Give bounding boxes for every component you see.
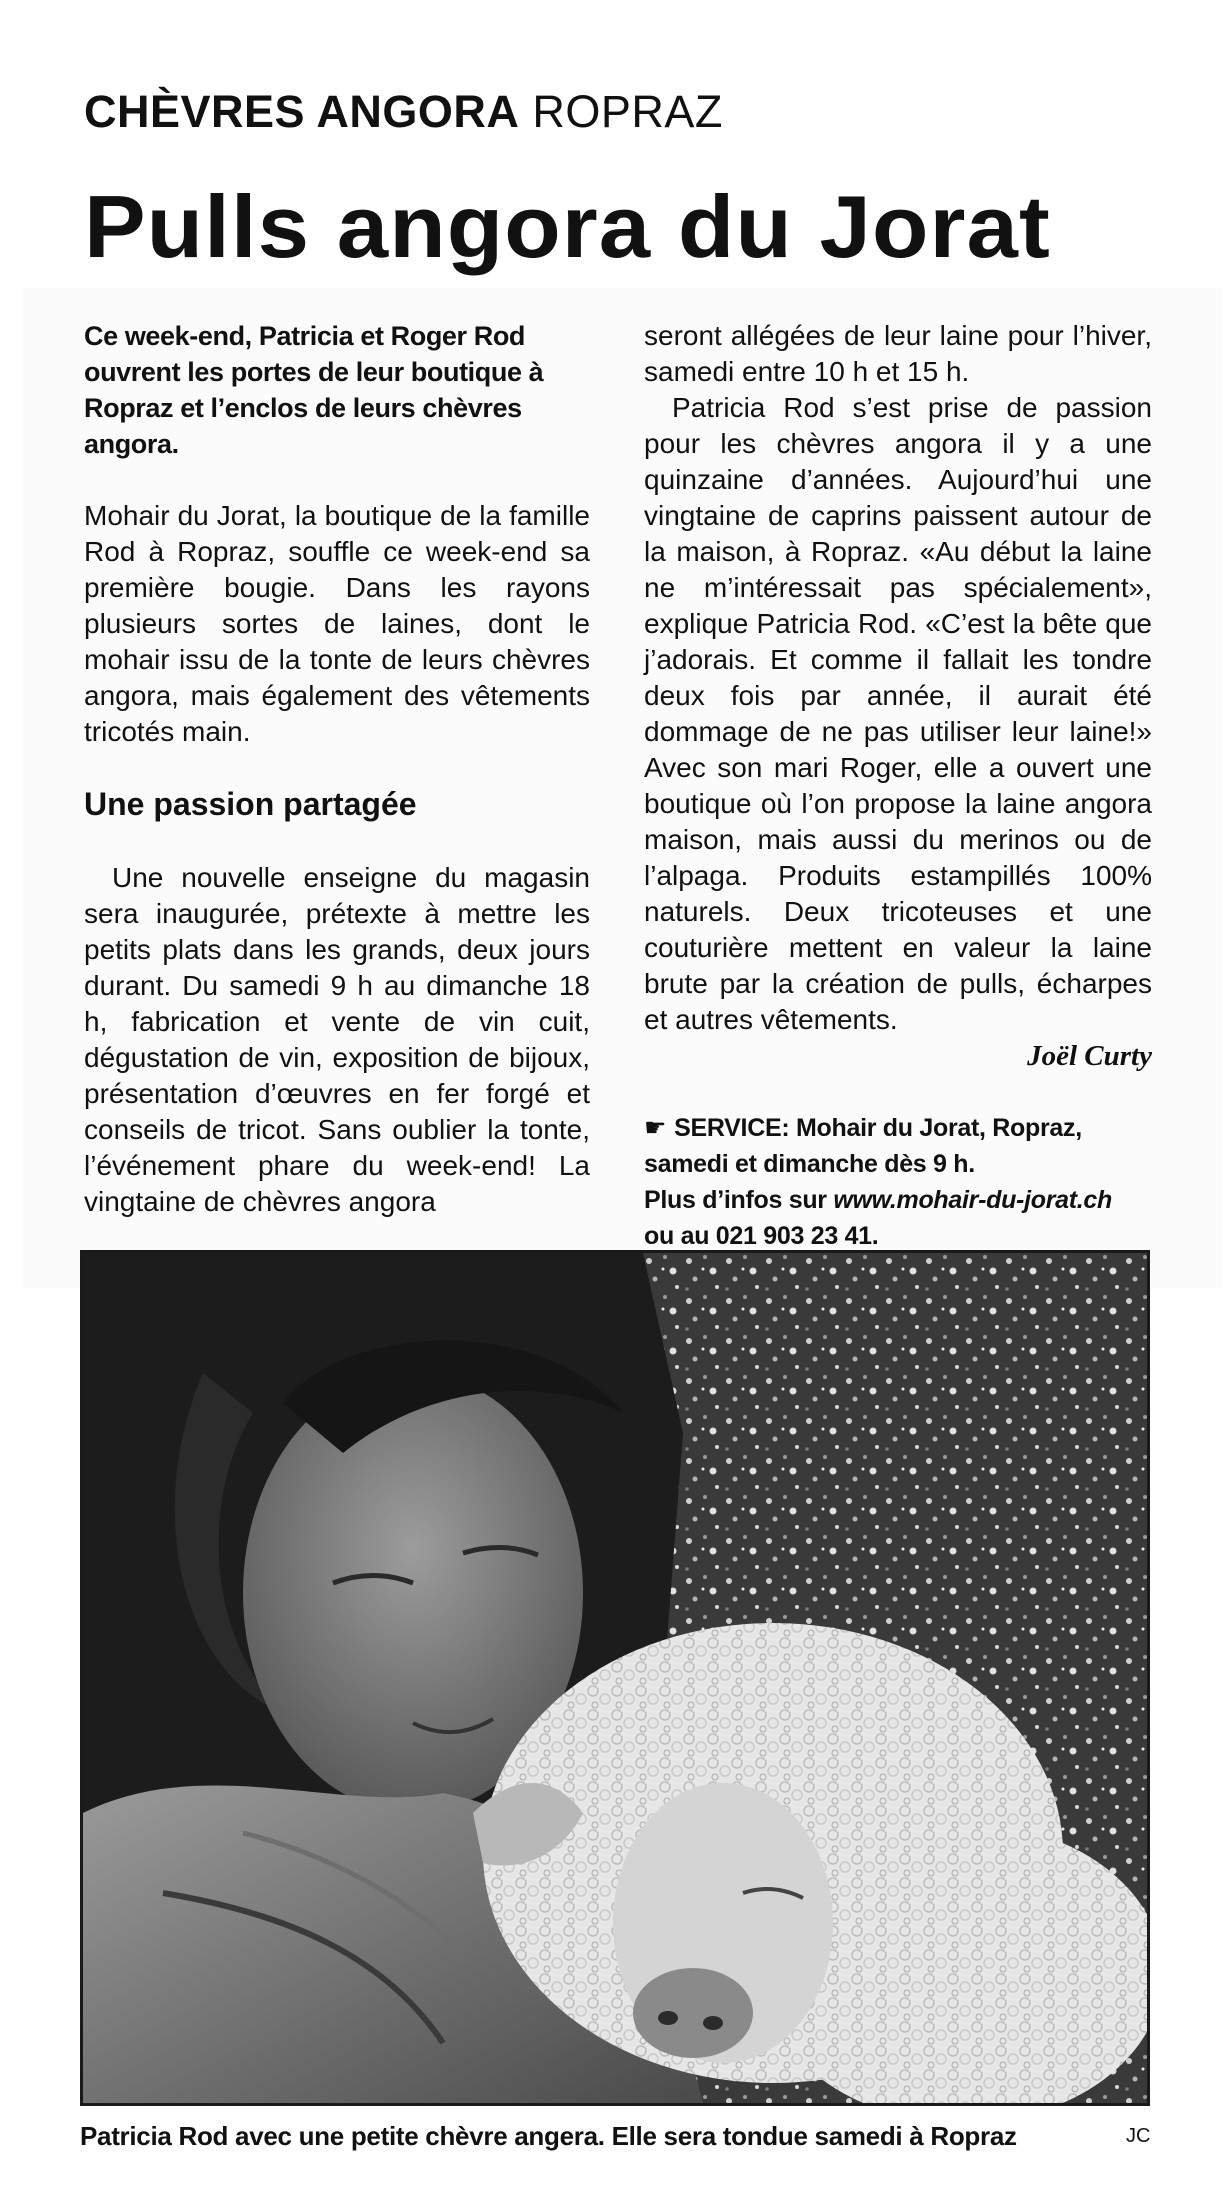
service-line-3-prefix: Plus d’infos sur [644,1186,834,1214]
subheading: Une passion partagée [84,786,417,822]
article-photo [80,1250,1150,2106]
kicker-location: ROPRAZ [532,86,723,137]
pointing-hand-icon: ☛ [644,1114,667,1142]
column-left [84,318,590,1220]
service-phone: ou au 021 903 23 41. [644,1222,879,1250]
body-paragraph-2-continued: seront allégées de leur laine pour l’hiver, samedi entre 10 h et 15 h. [644,320,1152,387]
kicker [84,82,723,142]
photo-caption: Patricia Rod avec une petite chèvre angera. Elle sera tondue samedi à Ropraz [80,2121,1017,2151]
photo-credit: JC [1126,2125,1151,2147]
column-right [644,318,1152,1254]
service-line-2: samedi et dimanche dès 9 h. [644,1150,975,1178]
body-paragraph-2: Une nouvelle enseigne du magasin sera inaugurée, prétexte à mettre les petits plats dans les grands, deux jours durant. Du samedi 9 h au dimanche 18 h, fabrication et vente de vin cuit, dégustation de vin, exposition de bijoux, présentation d’œuvres en fer forgé et conseils de tricot. Sans oublier la tonte, l’événement phare du week-end! La vingtaine de chèvres angora [84,862,590,1217]
headline: Pulls angora du Jorat [84,177,1051,276]
website-link[interactable]: www.mohair-du-jorat.ch [833,1186,1112,1214]
body-paragraph-1: Mohair du Jorat, la boutique de la famille Rod à Ropraz, souffle ce week-end sa première bougie. Dans les rayons plusieurs sortes de laines, dont le mohair issu de la tonte de leurs chèvres angora, mais également des vêtements tricotés main. [84,500,590,747]
service-line-1: SERVICE: Mohair du Jorat, Ropraz, [674,1114,1082,1142]
service-box [644,1110,1152,1254]
body-paragraph-3: Patricia Rod s’est prise de passion pour les chèvres angora il y a une quinzaine d’années. Aujourd’hui une vingtaine de caprins paissent autour de la maison, à Ropraz. «Au début la laine ne m’intéressait pas spécialement», explique Patricia Rod. «C’est la bête que j’adorais. Et comme il fallait les tondre deux fois par année, il aurait été dommage de ne pas utiliser leur laine!» Avec son mari Roger, elle a ouvert une boutique où l’on propose la laine angora maison, mais aussi du merinos ou de l’alpaga. Produits estampillés 100% naturels. Deux tricoteuses et une couturière mettent en valeur la laine brute par la création de pulls, écharpes et autres vêtements. [644,392,1152,1035]
author-byline: Joël Curty [1027,1040,1152,1072]
kicker-topic: CHÈVRES ANGORA [84,86,520,137]
lead-paragraph: Ce week-end, Patricia et Roger Rod ouvrent les portes de leur boutique à Ropraz et l’enclos de leurs chèvres angora. [84,321,544,459]
photo-woman-with-angora-goat [83,1253,1147,2103]
